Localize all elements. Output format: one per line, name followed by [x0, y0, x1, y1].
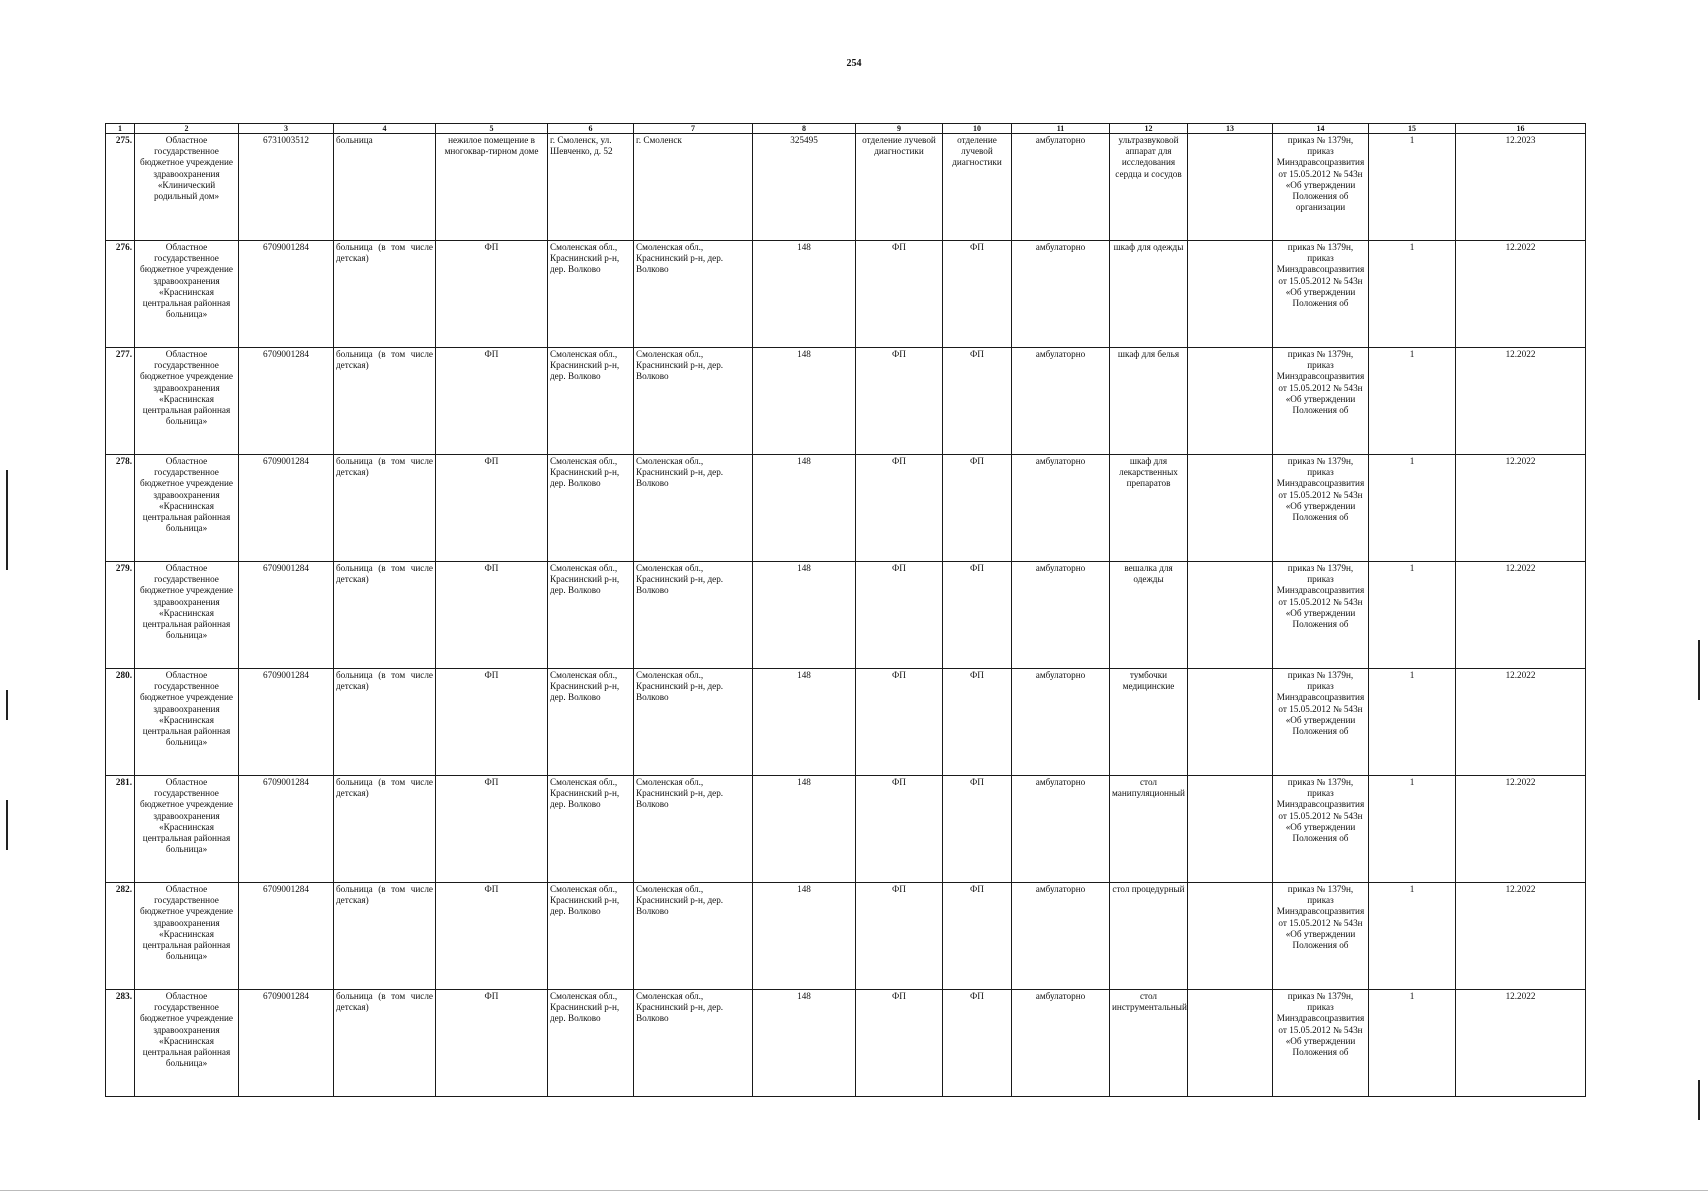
department-cell: ФП [856, 776, 943, 883]
row-number-cell: 277. [106, 348, 135, 455]
regulation-cell: приказ № 1379н, приказ Минздравсоцразвития от 15.05.2012 № 543н «Об утверждении Положения об [1273, 776, 1369, 883]
organization-name-cell: Областное государственное бюджетное учреждение здравоохранения «Краснинская центральная районная больница» [135, 455, 239, 562]
care-mode-cell: амбулаторно [1012, 348, 1110, 455]
date-cell: 12.2022 [1456, 348, 1586, 455]
header-row [106, 124, 1586, 134]
legal-address-cell: Смоленская обл., Краснинский р-н, дер. Волково [548, 669, 634, 776]
column-header: 15 [1369, 124, 1456, 134]
equipment-name-cell: стол манипуляционный [1110, 776, 1188, 883]
facility-type-cell: больница (в том числе детская) [334, 883, 436, 990]
organization-name-cell: Областное государственное бюджетное учреждение здравоохранения «Краснинская центральная районная больница» [135, 776, 239, 883]
legal-address-cell: г. Смоленск, ул. Шевченко, д. 52 [548, 134, 634, 241]
actual-address-cell: Смоленская обл., Краснинский р-н, дер. Волково [634, 455, 753, 562]
subdivision-cell: ФП [943, 455, 1012, 562]
legal-address-cell: Смоленская обл., Краснинский р-н, дер. Волково [548, 562, 634, 669]
scan-mark [1698, 1080, 1700, 1120]
subdivision-cell: отделение лучевой диагностики [943, 134, 1012, 241]
column-header: 14 [1273, 124, 1369, 134]
column-header: 13 [1188, 124, 1273, 134]
department-cell: ФП [856, 883, 943, 990]
inn-cell: 6709001284 [239, 562, 334, 669]
organization-name-cell: Областное государственное бюджетное учреждение здравоохранения «Краснинская центральная районная больница» [135, 348, 239, 455]
legal-address-cell: Смоленская обл., Краснинский р-н, дер. Волково [548, 883, 634, 990]
page-number: 254 [846, 58, 862, 69]
table-row [106, 669, 1586, 776]
premises-type-cell: ФП [436, 990, 548, 1097]
scan-edge [0, 1190, 1708, 1191]
inn-cell: 6709001284 [239, 776, 334, 883]
facility-type-cell: больница (в том числе детская) [334, 348, 436, 455]
code-cell: 148 [753, 455, 856, 562]
regulation-cell: приказ № 1379н, приказ Минздравсоцразвития от 15.05.2012 № 543н «Об утверждении Положения об [1273, 883, 1369, 990]
date-cell: 12.2022 [1456, 455, 1586, 562]
legal-address-cell: Смоленская обл., Краснинский р-н, дер. Волково [548, 241, 634, 348]
date-cell: 12.2022 [1456, 990, 1586, 1097]
facility-type-cell: больница (в том числе детская) [334, 776, 436, 883]
department-cell: ФП [856, 669, 943, 776]
scan-mark [1698, 640, 1700, 700]
row-number-cell: 283. [106, 990, 135, 1097]
row-number-cell: 275. [106, 134, 135, 241]
regulation-cell: приказ № 1379н, приказ Минздравсоцразвития от 15.05.2012 № 543н «Об утверждении Положения об [1273, 455, 1369, 562]
code-cell: 148 [753, 562, 856, 669]
facility-type-cell: больница (в том числе детская) [334, 241, 436, 348]
organization-name-cell: Областное государственное бюджетное учреждение здравоохранения «Краснинская центральная районная больница» [135, 241, 239, 348]
subdivision-cell: ФП [943, 562, 1012, 669]
organization-name-cell: Областное государственное бюджетное учреждение здравоохранения «Краснинская центральная районная больница» [135, 669, 239, 776]
column-header: 7 [634, 124, 753, 134]
column-header: 3 [239, 124, 334, 134]
quantity-cell: 1 [1369, 562, 1456, 669]
table-row [106, 455, 1586, 562]
department-cell: отделение лучевой диагностики [856, 134, 943, 241]
date-cell: 12.2022 [1456, 776, 1586, 883]
quantity-cell: 1 [1369, 883, 1456, 990]
regulation-cell: приказ № 1379н, приказ Минздравсоцразвития от 15.05.2012 № 543н «Об утверждении Положения об [1273, 348, 1369, 455]
equipment-register-table [105, 123, 1586, 1097]
column-header: 9 [856, 124, 943, 134]
inn-cell: 6709001284 [239, 241, 334, 348]
inn-cell: 6731003512 [239, 134, 334, 241]
care-mode-cell: амбулаторно [1012, 455, 1110, 562]
subdivision-cell: ФП [943, 241, 1012, 348]
department-cell: ФП [856, 455, 943, 562]
inn-cell: 6709001284 [239, 348, 334, 455]
subdivision-cell: ФП [943, 883, 1012, 990]
inn-cell: 6709001284 [239, 669, 334, 776]
column-header: 8 [753, 124, 856, 134]
column-header: 11 [1012, 124, 1110, 134]
department-cell: ФП [856, 562, 943, 669]
column-header: 16 [1456, 124, 1586, 134]
column-13-cell [1188, 883, 1273, 990]
column-13-cell [1188, 134, 1273, 241]
table-row [106, 134, 1586, 241]
organization-name-cell: Областное государственное бюджетное учреждение здравоохранения «Краснинская центральная районная больница» [135, 562, 239, 669]
table-row [106, 776, 1586, 883]
actual-address-cell: Смоленская обл., Краснинский р-н, дер. Волково [634, 562, 753, 669]
inn-cell: 6709001284 [239, 455, 334, 562]
equipment-name-cell: стол процедурный [1110, 883, 1188, 990]
care-mode-cell: амбулаторно [1012, 776, 1110, 883]
quantity-cell: 1 [1369, 134, 1456, 241]
code-cell: 148 [753, 348, 856, 455]
table-row [106, 241, 1586, 348]
date-cell: 12.2023 [1456, 134, 1586, 241]
department-cell: ФП [856, 990, 943, 1097]
regulation-cell: приказ № 1379н, приказ Минздравсоцразвития от 15.05.2012 № 543н «Об утверждении Положения об [1273, 990, 1369, 1097]
care-mode-cell: амбулаторно [1012, 883, 1110, 990]
legal-address-cell: Смоленская обл., Краснинский р-н, дер. Волково [548, 348, 634, 455]
regulation-cell: приказ № 1379н, приказ Минздравсоцразвития от 15.05.2012 № 543н «Об утверждении Положения об организации [1273, 134, 1369, 241]
inn-cell: 6709001284 [239, 883, 334, 990]
column-header: 5 [436, 124, 548, 134]
row-number-cell: 281. [106, 776, 135, 883]
quantity-cell: 1 [1369, 776, 1456, 883]
row-number-cell: 279. [106, 562, 135, 669]
subdivision-cell: ФП [943, 348, 1012, 455]
actual-address-cell: Смоленская обл., Краснинский р-н, дер. Волково [634, 776, 753, 883]
column-13-cell [1188, 669, 1273, 776]
actual-address-cell: Смоленская обл., Краснинский р-н, дер. Волково [634, 990, 753, 1097]
quantity-cell: 1 [1369, 990, 1456, 1097]
inn-cell: 6709001284 [239, 990, 334, 1097]
regulation-cell: приказ № 1379н, приказ Минздравсоцразвития от 15.05.2012 № 543н «Об утверждении Положения об [1273, 562, 1369, 669]
code-cell: 148 [753, 883, 856, 990]
department-cell: ФП [856, 348, 943, 455]
facility-type-cell: больница (в том числе детская) [334, 455, 436, 562]
scan-mark [6, 800, 8, 850]
scan-mark [6, 470, 8, 570]
department-cell: ФП [856, 241, 943, 348]
column-header: 4 [334, 124, 436, 134]
equipment-name-cell: шкаф для белья [1110, 348, 1188, 455]
premises-type-cell: ФП [436, 348, 548, 455]
table-row [106, 562, 1586, 669]
equipment-name-cell: шкаф для одежды [1110, 241, 1188, 348]
premises-type-cell: нежилое помещение в многоквар-тирном доме [436, 134, 548, 241]
premises-type-cell: ФП [436, 455, 548, 562]
table-row [106, 990, 1586, 1097]
organization-name-cell: Областное государственное бюджетное учреждение здравоохранения «Клинический родильный дом» [135, 134, 239, 241]
premises-type-cell: ФП [436, 562, 548, 669]
column-13-cell [1188, 990, 1273, 1097]
quantity-cell: 1 [1369, 241, 1456, 348]
premises-type-cell: ФП [436, 241, 548, 348]
legal-address-cell: Смоленская обл., Краснинский р-н, дер. Волково [548, 455, 634, 562]
quantity-cell: 1 [1369, 455, 1456, 562]
premises-type-cell: ФП [436, 669, 548, 776]
actual-address-cell: Смоленская обл., Краснинский р-н, дер. Волково [634, 883, 753, 990]
organization-name-cell: Областное государственное бюджетное учреждение здравоохранения «Краснинская центральная районная больница» [135, 883, 239, 990]
column-13-cell [1188, 776, 1273, 883]
actual-address-cell: Смоленская обл., Краснинский р-н, дер. Волково [634, 241, 753, 348]
regulation-cell: приказ № 1379н, приказ Минздравсоцразвития от 15.05.2012 № 543н «Об утверждении Положения об [1273, 241, 1369, 348]
facility-type-cell: больница [334, 134, 436, 241]
facility-type-cell: больница (в том числе детская) [334, 562, 436, 669]
row-number-cell: 280. [106, 669, 135, 776]
subdivision-cell: ФП [943, 669, 1012, 776]
legal-address-cell: Смоленская обл., Краснинский р-н, дер. Волково [548, 776, 634, 883]
regulation-cell: приказ № 1379н, приказ Минздравсоцразвития от 15.05.2012 № 543н «Об утверждении Положения об [1273, 669, 1369, 776]
column-header: 1 [106, 124, 135, 134]
row-number-cell: 276. [106, 241, 135, 348]
column-header: 6 [548, 124, 634, 134]
code-cell: 148 [753, 241, 856, 348]
code-cell: 148 [753, 776, 856, 883]
column-13-cell [1188, 241, 1273, 348]
actual-address-cell: Смоленская обл., Краснинский р-н, дер. Волково [634, 348, 753, 455]
column-header: 12 [1110, 124, 1188, 134]
care-mode-cell: амбулаторно [1012, 241, 1110, 348]
column-header: 10 [943, 124, 1012, 134]
quantity-cell: 1 [1369, 669, 1456, 776]
equipment-name-cell: стол инструментальный [1110, 990, 1188, 1097]
date-cell: 12.2022 [1456, 883, 1586, 990]
premises-type-cell: ФП [436, 776, 548, 883]
date-cell: 12.2022 [1456, 241, 1586, 348]
organization-name-cell: Областное государственное бюджетное учреждение здравоохранения «Краснинская центральная районная больница» [135, 990, 239, 1097]
column-header: 2 [135, 124, 239, 134]
care-mode-cell: амбулаторно [1012, 562, 1110, 669]
equipment-name-cell: тумбочки медицинские [1110, 669, 1188, 776]
facility-type-cell: больница (в том числе детская) [334, 990, 436, 1097]
date-cell: 12.2022 [1456, 562, 1586, 669]
equipment-name-cell: ультразвуковой аппарат для исследования сердца и сосудов [1110, 134, 1188, 241]
subdivision-cell: ФП [943, 990, 1012, 1097]
scan-mark [6, 690, 8, 720]
row-number-cell: 282. [106, 883, 135, 990]
equipment-name-cell: шкаф для лекарственных препаратов [1110, 455, 1188, 562]
equipment-name-cell: вешалка для одежды [1110, 562, 1188, 669]
actual-address-cell: Смоленская обл., Краснинский р-н, дер. Волково [634, 669, 753, 776]
quantity-cell: 1 [1369, 348, 1456, 455]
row-number-cell: 278. [106, 455, 135, 562]
code-cell: 325495 [753, 134, 856, 241]
table-row [106, 883, 1586, 990]
facility-type-cell: больница (в том числе детская) [334, 669, 436, 776]
code-cell: 148 [753, 669, 856, 776]
legal-address-cell: Смоленская обл., Краснинский р-н, дер. Волково [548, 990, 634, 1097]
date-cell: 12.2022 [1456, 669, 1586, 776]
actual-address-cell: г. Смоленск [634, 134, 753, 241]
column-13-cell [1188, 455, 1273, 562]
column-13-cell [1188, 348, 1273, 455]
care-mode-cell: амбулаторно [1012, 669, 1110, 776]
premises-type-cell: ФП [436, 883, 548, 990]
care-mode-cell: амбулаторно [1012, 134, 1110, 241]
subdivision-cell: ФП [943, 776, 1012, 883]
code-cell: 148 [753, 990, 856, 1097]
care-mode-cell: амбулаторно [1012, 990, 1110, 1097]
table-row [106, 348, 1586, 455]
column-13-cell [1188, 562, 1273, 669]
